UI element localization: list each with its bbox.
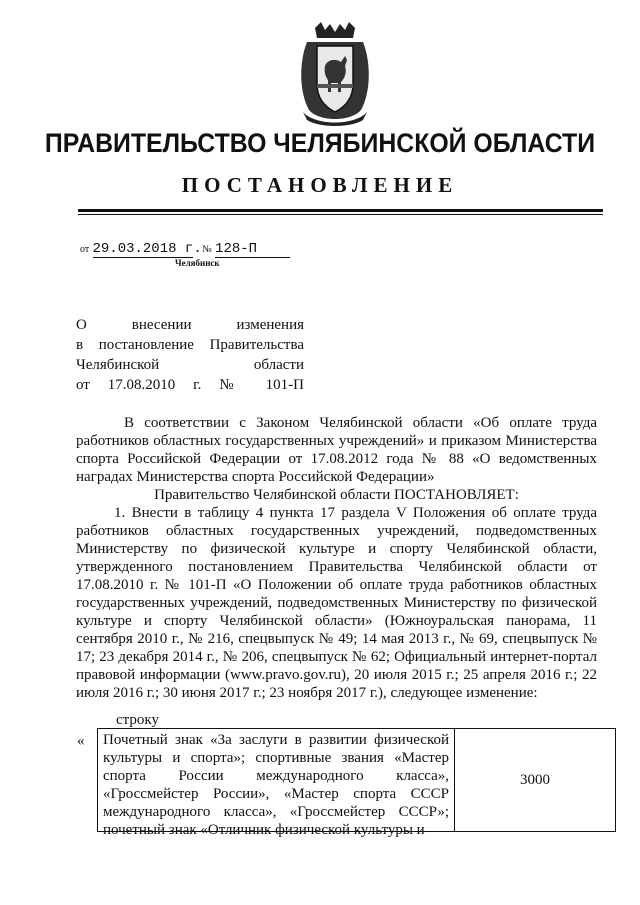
subject-line: от 17.08.2010 г. № 101-П [76,377,304,393]
table-cell-value: 3000 [455,729,616,832]
preamble-paragraph: В соответствии с Законом Челябинской области «Об оплате труда работников областных государственных учреждений» и приказом Министерства спорта Российской Федерации от 17.08.2012 года № 88 «О ведомственных наградах Министерства спорта Российской Федерации» [76,415,597,485]
award-text: Почетный знак «За заслуги в развитии физической культуры и спорта»; спортивные звания «Мастер спорта России международного класса», «Гроссмейстер России», «Мастер спорта СССР международного класса», «Гроссмейстер СССР»; почетный знак «Отличник физической культуры и [103,732,449,838]
date-prefix: от [80,244,90,255]
number-prefix: № [202,244,212,255]
document-city: Челябинск [175,258,220,268]
resolution-statement: Правительство Челябинской области ПОСТАНОВЛЯЕТ: [154,487,519,503]
awards-table [97,728,616,838]
item-1-paragraph: 1. Внести в таблицу 4 пункта 17 раздела V Положения об оплате труда работников областных государственных учреждений, подведомственных Министерству по физической культуре и спорту Челябинской области, утвержденного постановлением Правительства Челябинской области от 17.08.2010 г. № 101-П «О Положении об оплате труда работников областных государственных учреждений, подведомственных Министерству по физической культуре и спорту Челябинской области» (Южноуральская панорама, 11 сентября 2010 г., № 216, спецвыпуск № 49; 14 мая 2013 г., № 69, спецвыпуск № 17; 23 декабря 2014 г., № 206, спецвыпуск № 62; Официальный интернет-портал правовой информации (www.pravo.gov.ru), 20 июля 2015 г.; 25 апреля 2016 г.; 22 июля 2016 г.; 30 июня 2017 г.; 23 ноября 2017 г.), следующее изменение: [76,505,597,701]
row-label: строку [116,712,159,728]
subject-line: Челябинской области [76,357,304,373]
subject-line: О внесении изменения [76,317,304,333]
document-number: 128-П [215,241,290,258]
organization-title: ПРАВИТЕЛЬСТВО ЧЕЛЯБИНСКОЙ ОБЛАСТИ [44,128,596,158]
header-divider-thick [78,209,603,212]
header-divider-thin [78,214,603,215]
document-subject [76,315,304,395]
coat-of-arms-emblem [295,22,375,128]
document-date: 29.03.2018 г. [92,241,202,257]
table-row [98,729,616,832]
document-body [76,414,597,702]
document-date-number [80,240,290,258]
subject-line: в постановление Правительства [76,337,304,353]
document-type: ПОСТАНОВЛЕНИЕ [181,173,459,197]
opening-quote: « [77,733,85,749]
table-cell-award [98,729,455,838]
